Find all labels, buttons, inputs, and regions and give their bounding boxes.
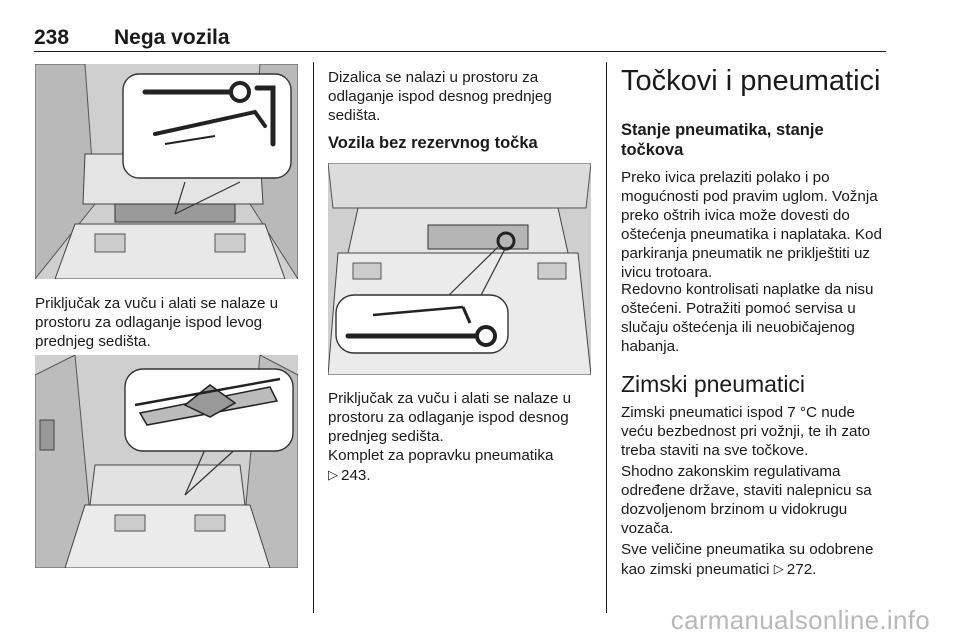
figure-tools-right-seat-illustration [328, 163, 591, 375]
figure-tools-left-seat-illustration [35, 64, 298, 279]
reference-arrow-icon: ▷ [328, 467, 338, 482]
column-divider [313, 62, 314, 613]
repair-kit-text: Komplet za popravku pneumatika [328, 447, 554, 464]
reference-arrow-icon: ▷ [773, 561, 784, 576]
page-header [34, 24, 886, 52]
figure-jack [35, 355, 298, 568]
caption-left-seat-tools: Priključak za vuču i alati se nalaze u prostoru za odlaganje ispod levog prednjeg sedišta. [35, 295, 279, 350]
caption-right-seat-tools: Priključak za vuču i alati se nalaze u prostoru za odlaganje ispod desnog prednjeg sedišta. [328, 390, 572, 445]
paragraph-rims: Redovno kontrolisati naplatke da nisu oštećeni. Potražiti pomoć servisa u slučaju oštećenja ili neuobičajenog habanja. [621, 281, 874, 355]
section-title: Točkovi i pneumatici [621, 65, 881, 97]
subheading-tyre-condition: Stanje pneumatika, stanje točkova [621, 121, 824, 159]
paragraph-winter-safety: Zimski pneumatici ispod 7 °C nude veću bezbednost pri vožnji, te ih zato treba staviti na sve točkove. [621, 404, 871, 459]
page-number: 238 [34, 26, 70, 49]
paragraph-tyre-sizes [621, 540, 891, 579]
repair-kit-reference [328, 446, 593, 485]
figure-tools-left-seat [35, 64, 298, 279]
repair-kit-page-link[interactable]: 243. [341, 467, 371, 484]
column-divider [606, 62, 607, 613]
figure-tools-right-seat [328, 163, 591, 375]
watermark: carmanualsonline.info [670, 605, 930, 635]
intro-jack-location: Dizalica se nalazi u prostoru za odlaganje ispod desnog prednjeg sedišta. [328, 69, 552, 124]
paragraph-kerbs: Preko ivica prelaziti polako i po mogućnosti pod pravim uglom. Vožnja preko oštrih ivica može dovesti do oštećenja pneumatika i naplataka. Kod parkiranja pneumatik ne priklještiti uz ivicu trotoara. [621, 169, 882, 281]
running-title: Nega vozila [114, 26, 230, 49]
tyre-sizes-page-link[interactable]: 272. [786, 561, 817, 578]
tyre-sizes-text: Sve veličine pneumatika su odobrene kao zimski pneumatici [621, 541, 874, 578]
figure-jack-illustration [35, 355, 298, 568]
paragraph-speed-label: Shodno zakonskim regulativama određene države, staviti nalepnicu sa dozvoljenom brzinom u vidokrugu vozača. [621, 463, 872, 537]
subheading-no-spare-wheel: Vozila bez rezervnog točka [328, 134, 538, 152]
subheading-winter-tyres: Zimski pneumatici [621, 371, 806, 397]
